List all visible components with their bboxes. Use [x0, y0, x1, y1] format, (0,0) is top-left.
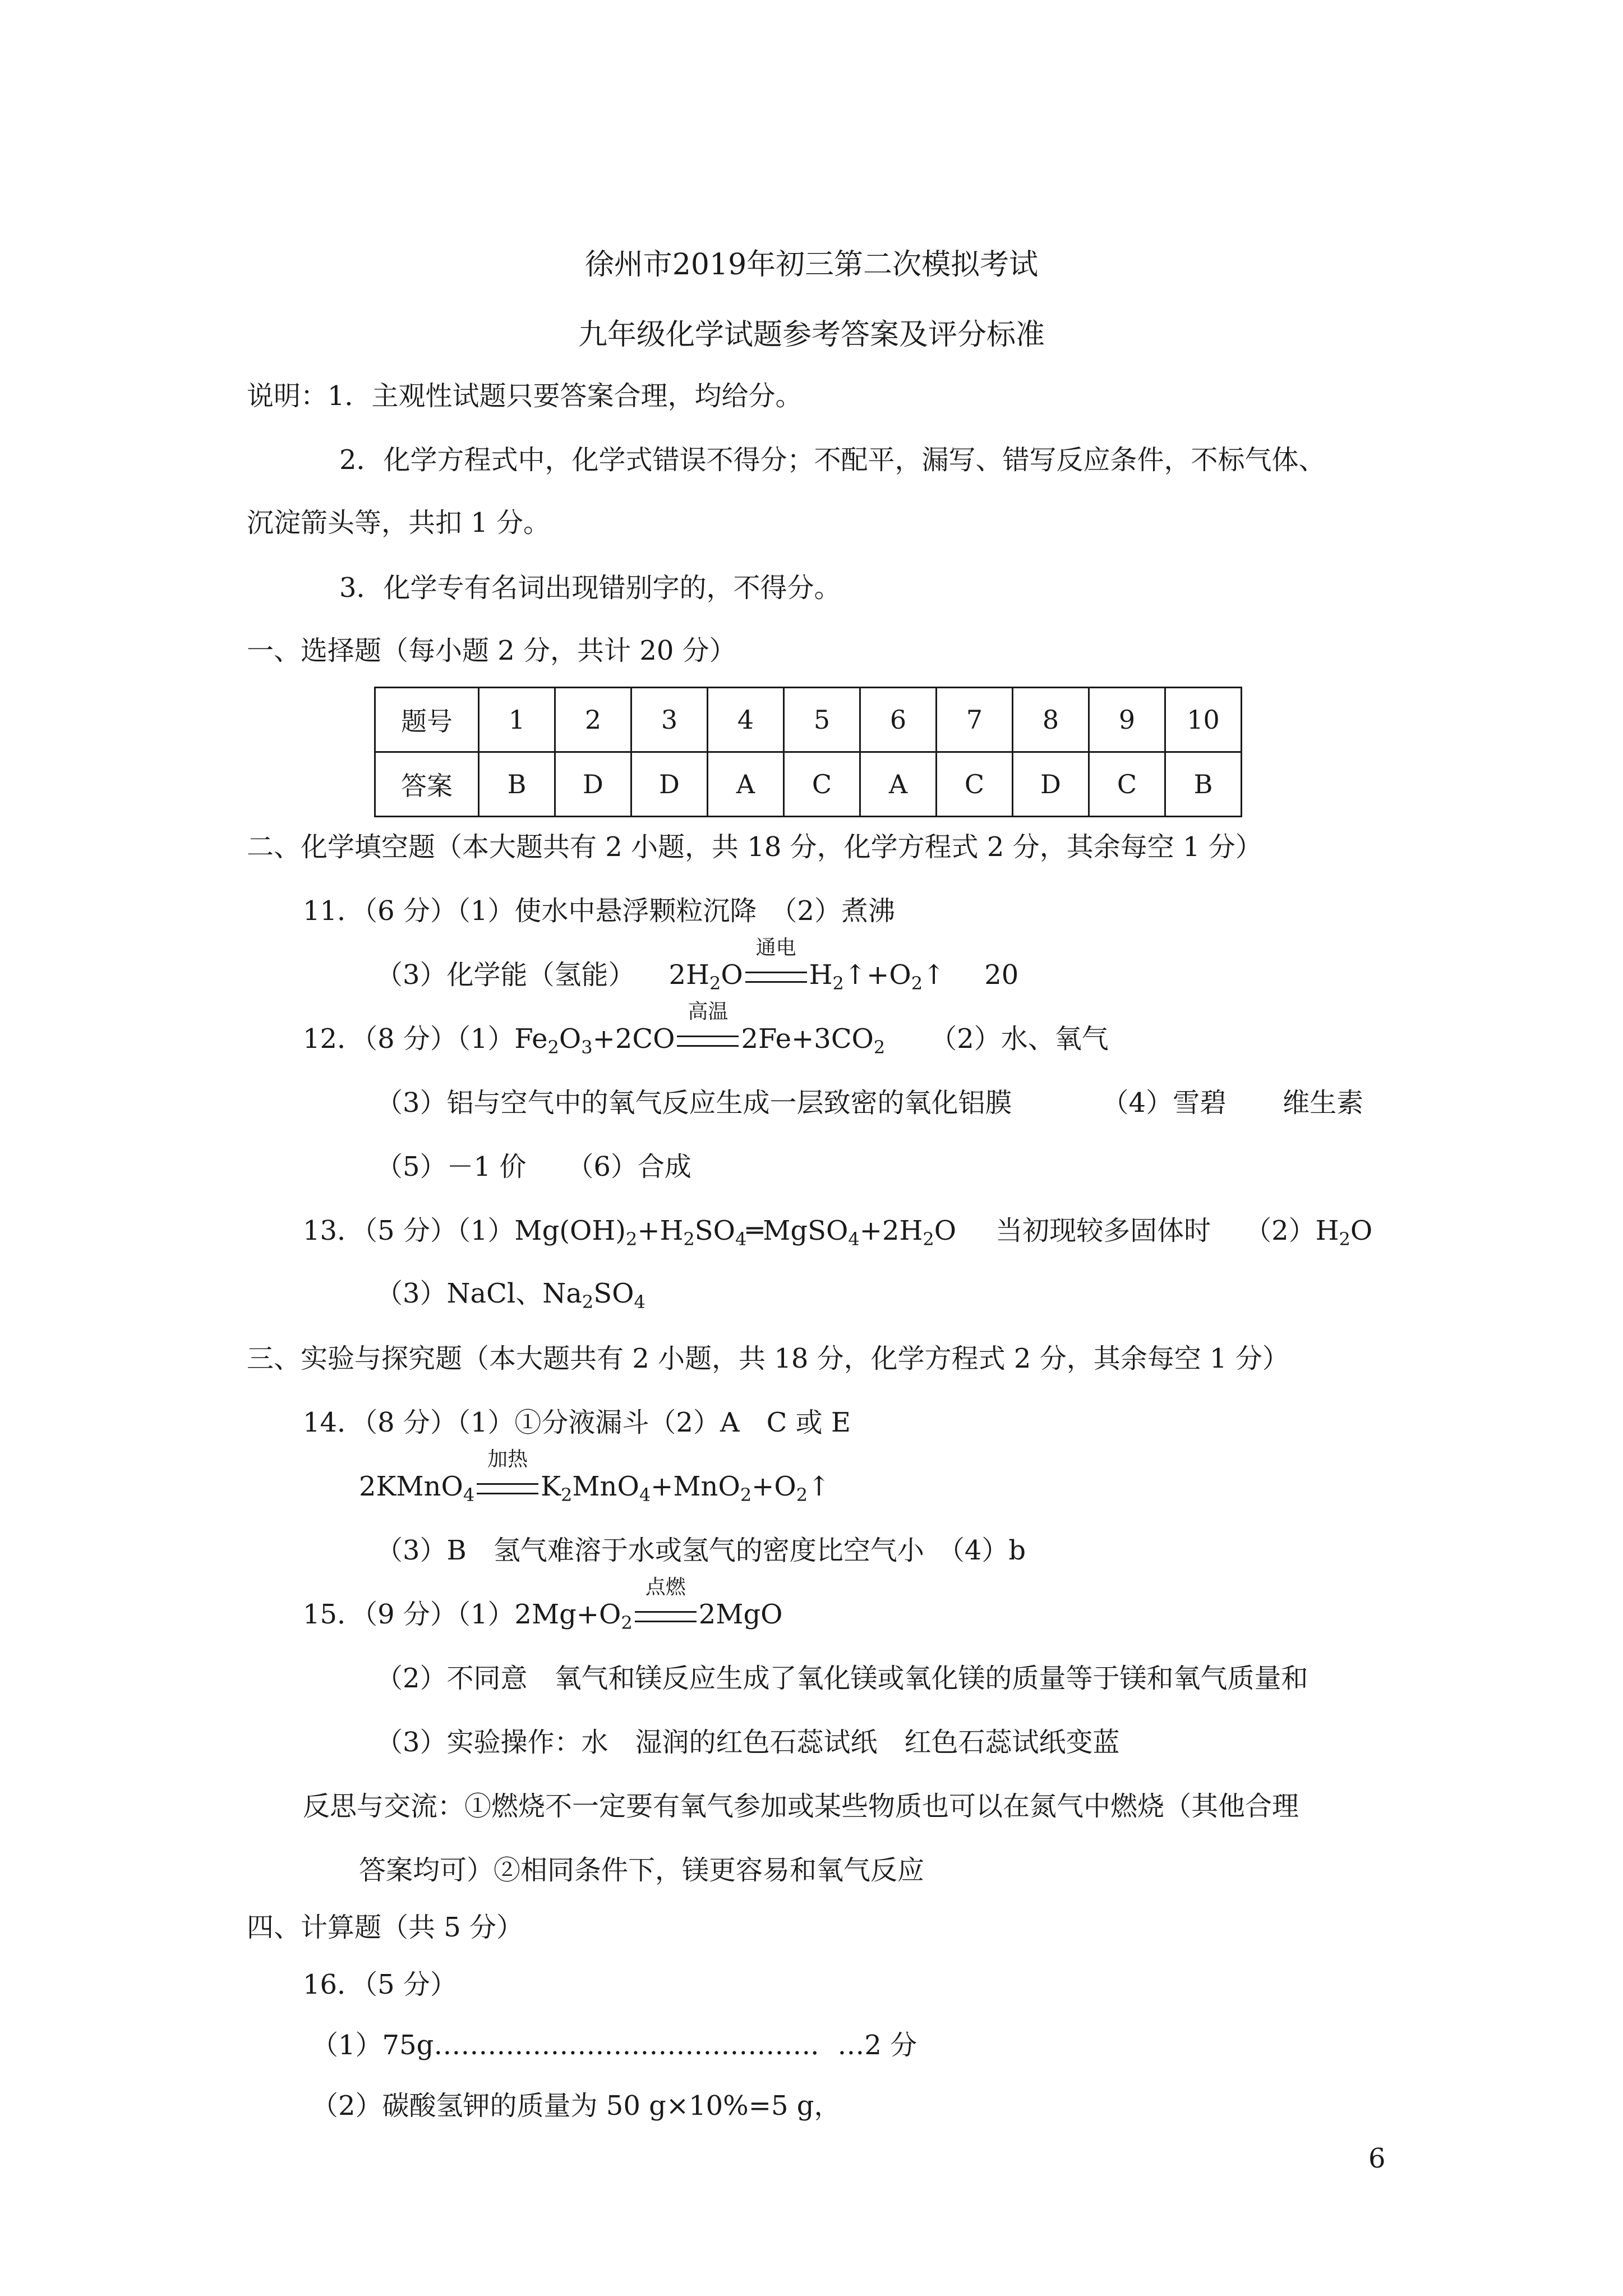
reflect-line1: 反思与交流：①燃烧不一定要有氧气参加或某些物质也可以在氮气中燃烧（其他合理 [303, 1791, 1299, 1822]
table-cell: 7 [937, 688, 1013, 752]
table-cell: 6 [860, 688, 937, 752]
table-cell: 9 [1089, 688, 1165, 752]
q16-part2: （2）碳酸氢钾的质量为 50 g×10%=5 g， [311, 2090, 841, 2122]
q14-line3: （3）B 氢气难溶于水或氢气的密度比空气小 （4）b [376, 1535, 1026, 1566]
table-cell: C [784, 752, 860, 817]
note-1: 说明：1．主观性试题只要答案合理，均给分。 [247, 380, 803, 412]
table-header-cell: 答案 [375, 752, 479, 817]
table-row-answers [375, 752, 1242, 817]
table-cell: 4 [708, 688, 784, 752]
table-cell: B [1165, 752, 1242, 817]
table-cell: A [708, 752, 784, 817]
q15-line1: 15．（9 分）$(1)2Mg+O_2$ 点燃 2MgO [303, 1576, 783, 1634]
condition-label: 加热 [487, 1448, 528, 1471]
q13-label: 13．（5 分）（1） [303, 1215, 515, 1246]
note-3: 3．化学专有名词出现错别字的，不得分。 [339, 572, 841, 604]
condition-label: 点燃 [645, 1576, 686, 1599]
q16-part1: （1）75g……………………………………．…2 分 [311, 2030, 917, 2061]
page-title: 徐州市2019年初三第二次模拟考试 [584, 248, 1039, 282]
q11-answer-number: 20 [984, 959, 1019, 991]
q12-line1: 12．（8 分）$(1)Fe_2O_3+2CO$ 高温 $2Fe+3CO_2$ （2）水、氧气 [303, 1000, 1109, 1058]
table-cell: D [555, 752, 631, 817]
q15-line3: （3）实验操作：水 湿润的红色石蕊试纸 红色石蕊试纸变蓝 [376, 1727, 1120, 1758]
section2-heading: 二、化学填空题（本大题共有 2 小题，共 18 分，化学方程式 2 分，其余每空 1 分） [247, 831, 1262, 863]
q13-part2: （2） [1244, 1215, 1316, 1246]
note-2b: 沉淀箭头等，共扣 1 分。 [247, 507, 551, 539]
reaction-condition [474, 1448, 541, 1503]
table-cell: 8 [1013, 688, 1089, 752]
q11-line1: 11．（6 分）（1）使水中悬浮颗粒沉降 （2）煮沸 [303, 895, 895, 927]
answer-table [374, 687, 1242, 817]
q12-part2: （2）水、氧气 [930, 1023, 1109, 1055]
q11-part3-label: （3）化学能（氢能） [376, 959, 635, 991]
table-cell: 2 [555, 688, 631, 752]
q16-label: 16．（5 分） [303, 1969, 457, 2000]
q12-part3: （3）铝与空气中的氧气反应生成一层致密的氧化铝膜 [376, 1087, 1012, 1119]
q13-part3: （3） [376, 1278, 447, 1309]
condition-label: 通电 [755, 936, 796, 959]
table-cell: D [631, 752, 708, 817]
table-cell: D [1013, 752, 1089, 817]
reaction-condition [743, 936, 809, 992]
table-cell: C [937, 752, 1013, 817]
q14-line2: 2KMnO$_4$ 加热 $K_2MnO_4+MnO_2+O_2↑$ [359, 1448, 831, 1506]
reaction-condition [675, 1000, 741, 1056]
table-cell: A [860, 752, 937, 817]
q12-label: 12．（8 分）（1） [303, 1023, 515, 1055]
table-cell: 10 [1165, 688, 1242, 752]
reaction-condition [633, 1576, 699, 1631]
q15-label: 15．（9 分）（1） [303, 1599, 515, 1630]
table-cell: 3 [631, 688, 708, 752]
reflect-line2: 答案均可）②相同条件下，镁更容易和氧气反应 [359, 1855, 925, 1886]
section1-heading: 一、选择题（每小题 2 分，共计 20 分） [247, 635, 736, 666]
q11-line2: （3）化学能（氢能） $2H_2O$ 通电 $H_2↑+O_2↑$ 20 [376, 936, 1019, 994]
q13-part1b: 当初现较多固体时 [995, 1215, 1211, 1246]
note-2a: 2．化学方程式中，化学式错误不得分；不配平，漏写、错写反应条件，不标气体、 [339, 444, 1326, 476]
table-cell: 1 [479, 688, 555, 752]
q12-line3: （5）－1 价 （6）合成 [376, 1151, 691, 1182]
q12-part4: （4）雪碧 [1101, 1087, 1227, 1119]
q12-line2 [376, 1086, 1363, 1120]
condition-label: 高温 [688, 1000, 728, 1023]
q12-part4b: 维生素 [1283, 1087, 1364, 1119]
page-number: 6 [1368, 2143, 1386, 2174]
table-cell: 5 [784, 688, 860, 752]
table-header-cell: 题号 [375, 688, 479, 752]
section4-heading: 四、计算题（共 5 分） [247, 1912, 524, 1943]
table-cell: C [1089, 752, 1165, 817]
q14-line1: 14．（8 分）（1）①分液漏斗（2）A C 或 E [303, 1407, 851, 1438]
page-subtitle: 九年级化学试题参考答案及评分标准 [578, 318, 1045, 352]
section3-heading: 三、实验与探究题（本大题共有 2 小题，共 18 分，化学方程式 2 分，其余每空 1 分） [247, 1343, 1289, 1374]
q13-line2: （3）NaCl、$Na_2SO_4$ [376, 1278, 645, 1313]
q13-line1: 13．（5 分）$(1)Mg(OH)_2+H_2SO_4═MgSO_4+2H_2O$ 当初现较多固体时 $(2)H_2O$ [303, 1215, 1373, 1250]
table-cell: B [479, 752, 555, 817]
q15-line2: （2）不同意 氧气和镁反应生成了氧化镁或氧化镁的质量等于镁和氧气质量和 [376, 1663, 1308, 1694]
table-row-questions [375, 688, 1242, 752]
